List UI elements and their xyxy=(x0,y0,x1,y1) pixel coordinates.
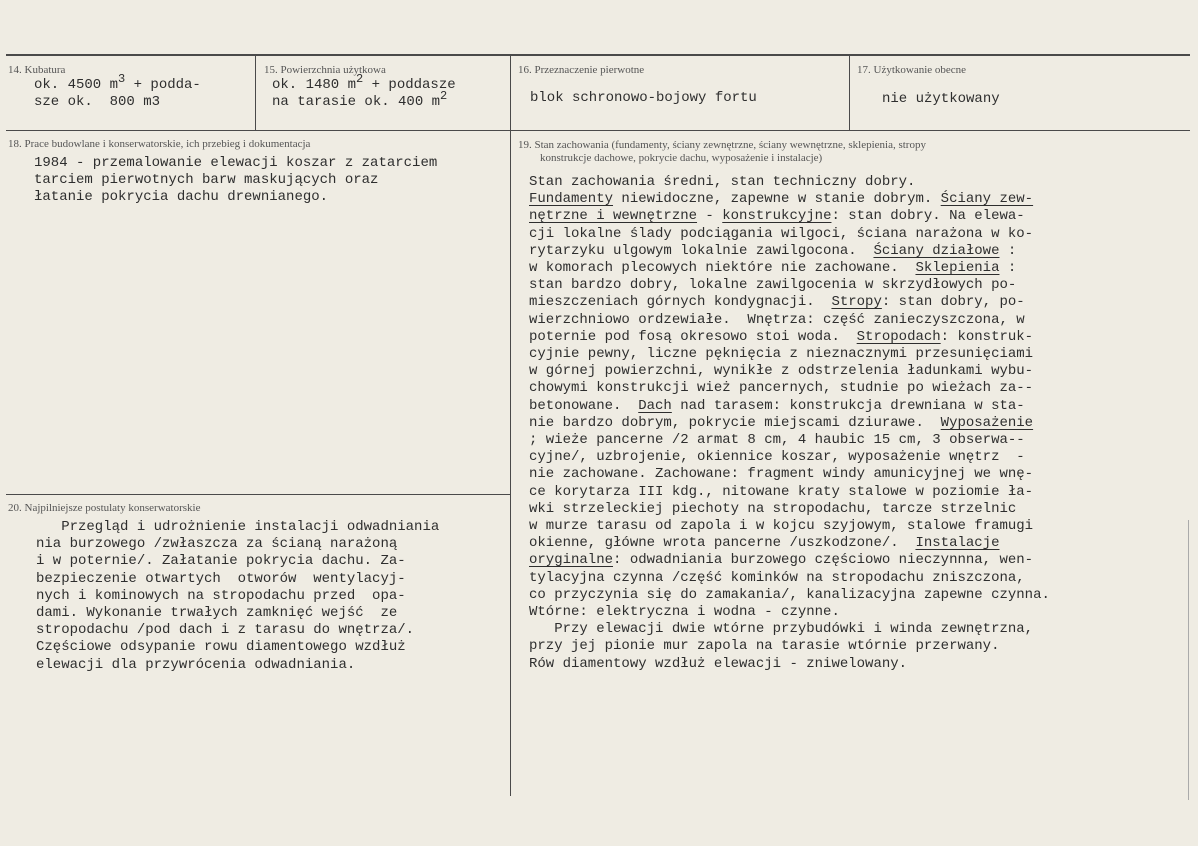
section-18-label: 18. Prace budowlane i konserwatorskie, ich przebieg i dokumentacja xyxy=(8,138,311,150)
text-segment: : stan dobry. Na elewa- xyxy=(831,208,1025,225)
right-edge-mark xyxy=(1188,520,1189,800)
text-segment: cyjne/, uzbrojenie, okiennice koszar, wyposażenie wnętrz - xyxy=(529,449,1025,466)
text-segment: rytarzyku ulgowym lokalnie zawilgocona. xyxy=(529,242,874,259)
section-18-text: 1984 - przemalowanie elewacji koszar z zatarciem tarciem pierwotnych barw maskujących oraz łatanie pokrycia dachu drewnianego. xyxy=(34,155,438,206)
underlined-heading: Stropodach xyxy=(856,328,941,345)
text-segment: w górnej powierzchni, wynikłe z odstrzelenia ładunkami wybu- xyxy=(529,363,1034,380)
section-15-label: 15. Powierzchnia użytkowa xyxy=(264,64,386,76)
section-19-label: 19. Stan zachowania (fundamenty, ściany zewnętrzne, ściany wewnętrzne, sklepienia, stropy konstrukcje dachowe, pokrycie dachu, wyposażenie i instalacje) xyxy=(518,139,926,164)
text-segment: ce korytarza III kdg., nitowane kraty stalowe w poziomie ła- xyxy=(529,483,1034,500)
text-segment: nad tarasem: konstrukcja drewniana w sta- xyxy=(671,397,1025,414)
underlined-heading: Wyposażenie xyxy=(940,414,1034,431)
underlined-heading: Instalacje xyxy=(915,535,1000,552)
text-segment: mieszczeniach górnych kondygnacji. xyxy=(529,294,832,311)
underlined-heading: Sklepienia xyxy=(915,260,1000,277)
text-segment: chowymi konstrukcji wież pancernych, studnie po wieżach za-- xyxy=(529,380,1034,397)
text-segment: okienne, główne wrota pancerne /uszkodzone/. xyxy=(529,535,916,552)
section-15-text: ok. 1480 m2 + poddasze na tarasie ok. 400 m2 xyxy=(272,72,456,111)
text-segment: tylacyjna czynna /część kominków na stropodachu zniszczona, xyxy=(529,569,1025,586)
text-segment: : xyxy=(999,260,1017,277)
text-segment: wki strzeleckiej piechoty na stropodachu, tarcze strzelnic xyxy=(529,500,1017,517)
text-segment: w komorach plecowych niektóre nie zachowane. xyxy=(529,260,916,277)
text-segment: Stan zachowania średni, stan techniczny dobry. xyxy=(529,174,916,190)
col-divider-3 xyxy=(849,56,850,130)
text-segment: nie zachowane. Zachowane: fragment windy amunicyjnej we wnę- xyxy=(529,466,1034,483)
section-17-text: nie użytkowany xyxy=(882,91,1000,107)
section-20-label: 20. Najpilniejsze postulaty konserwatorskie xyxy=(8,502,201,514)
underlined-heading: Fundamenty xyxy=(529,191,614,208)
text-segment: stan bardzo dobry, lokalne zawilgocenia w skrzydłowych po- xyxy=(529,277,1017,294)
text-segment: : stan dobry, po- xyxy=(881,294,1025,311)
section-16-text: blok schronowo-bojowy fortu xyxy=(530,90,757,106)
text-segment: cyjnie pewny, liczne pęknięcia z nieznacznymi przesunięciami xyxy=(529,346,1034,363)
section-20-text: Przegląd i udrożnienie instalacji odwadniania nia burzowego /zwłaszcza za ścianą narażoną i w poternie/. Załatanie pokrycia dachu. Za- bezpieczenie otwartych otworów wentylacyj- nych i kominowych na stropodachu przed opa- dami. Wykonanie trwałych zamknięć wejść ze stropodachu /pod dach i z tarasu do wnętrza/. Częściowe odsypanie rowu diamentowego wzdłuż elewacji dla przywrócenia odwadniania. xyxy=(36,519,440,673)
text-segment: : odwadniania burzowego częściowo nieczynnna, wen- xyxy=(613,552,1034,569)
section-14-label: 14. Kubatura xyxy=(8,64,66,76)
section-16-label: 16. Przeznaczenie pierwotne xyxy=(518,64,645,76)
text-segment: nie bardzo dobrym, pokrycie miejscami dziurawe. xyxy=(529,414,941,431)
top-border xyxy=(6,54,1190,56)
text-segment: niewidoczne, zapewne w stanie dobrym. xyxy=(613,191,941,208)
underlined-heading: Ściany działowe xyxy=(873,242,1000,259)
underlined-heading: Ściany zew- xyxy=(940,191,1034,208)
text-segment: Przy elewacji dwie wtórne przybudówki i winda zewnętrzna, xyxy=(529,621,1034,638)
section-19-text xyxy=(529,174,1050,673)
underlined-heading: nętrzne i wewnętrzne xyxy=(529,208,698,225)
underlined-heading: Dach xyxy=(638,397,672,414)
text-segment: poternie pod fosą okresowo stoi woda. xyxy=(529,328,857,345)
text-segment: Wtórne: elektryczna i wodna - czynne. xyxy=(529,604,840,621)
text-segment: - xyxy=(697,208,723,225)
underlined-heading: Stropy xyxy=(831,294,882,311)
col-divider-1 xyxy=(255,56,256,130)
row-divider-1 xyxy=(6,130,1190,131)
section-14-text: ok. 4500 m3 + podda- sze ok. 800 m3 xyxy=(34,72,201,111)
text-segment: : konstruk- xyxy=(940,328,1034,345)
underlined-heading: oryginalne xyxy=(529,552,614,569)
text-segment: cji lokalne ślady podciągania wilgoci, ściana narażona w ko- xyxy=(529,225,1034,242)
text-segment: wierzchniowo ordzewiałe. Wnętrza: część zanieczyszczona, w xyxy=(529,311,1025,328)
row-divider-2 xyxy=(6,494,510,495)
col-divider-2 xyxy=(510,56,511,796)
text-segment: Rów diamentowy wzdłuż elewacji - zniwelowany. xyxy=(529,655,908,672)
text-segment: w murze tarasu od zapola i w kojcu szyjowym, stalowe framugi xyxy=(529,518,1034,535)
text-segment: betonowane. xyxy=(529,397,639,414)
text-segment: ; wieże pancerne /2 armat 8 cm, 4 haubic 15 cm, 3 obserwa-- xyxy=(529,432,1025,449)
section-17-label: 17. Użytkowanie obecne xyxy=(857,64,967,76)
text-segment: przy jej pionie mur zapola na tarasie wtórnie przerwany. xyxy=(529,638,1000,655)
underlined-heading: konstrukcyjne xyxy=(722,208,832,225)
text-segment: : xyxy=(999,242,1017,259)
text-segment: co przyczynia się do zamakania/, kanalizacyjna zapewne czynna. xyxy=(529,586,1050,603)
